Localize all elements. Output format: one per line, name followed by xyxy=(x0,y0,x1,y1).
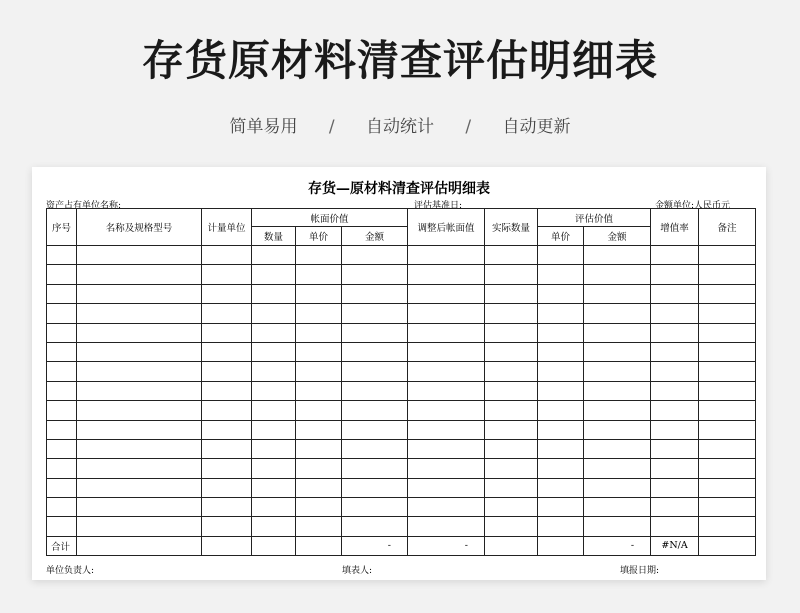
table-cell[interactable] xyxy=(584,420,651,439)
table-cell[interactable] xyxy=(77,304,202,323)
table-row xyxy=(47,420,756,439)
total-increase-rate[interactable]: #N/A xyxy=(651,536,699,555)
table-cell[interactable] xyxy=(342,304,408,323)
table-cell[interactable] xyxy=(651,362,699,381)
table-cell[interactable] xyxy=(252,401,296,420)
header-book-price: 单价 xyxy=(296,227,342,246)
feature-tagline xyxy=(0,112,800,137)
table-cell[interactable] xyxy=(699,459,756,478)
table-cell[interactable] xyxy=(699,342,756,361)
table-cell[interactable] xyxy=(47,342,77,361)
table-cell[interactable] xyxy=(485,246,538,265)
table-cell[interactable] xyxy=(651,246,699,265)
table-cell[interactable] xyxy=(342,381,408,400)
table-cell[interactable] xyxy=(538,246,584,265)
table-cell[interactable] xyxy=(651,265,699,284)
table-cell[interactable] xyxy=(296,362,342,381)
table-cell[interactable] xyxy=(651,498,699,517)
table-cell[interactable] xyxy=(77,362,202,381)
table-cell[interactable] xyxy=(47,439,77,458)
table-cell[interactable] xyxy=(651,381,699,400)
table-cell[interactable] xyxy=(485,536,538,555)
table-cell[interactable] xyxy=(584,478,651,497)
table-cell[interactable] xyxy=(77,420,202,439)
table-cell[interactable] xyxy=(77,265,202,284)
table-cell[interactable] xyxy=(538,498,584,517)
table-cell[interactable] xyxy=(408,304,485,323)
header-unit: 计量单位 xyxy=(202,209,252,246)
table-row xyxy=(47,459,756,478)
table-cell[interactable] xyxy=(342,323,408,342)
table-cell[interactable] xyxy=(77,323,202,342)
table-cell[interactable] xyxy=(538,265,584,284)
tagline-item: 自动更新 xyxy=(502,117,571,137)
sheet-title: 存货—原材料清查评估明细表 xyxy=(308,181,490,197)
table-cell[interactable] xyxy=(47,381,77,400)
table-cell[interactable] xyxy=(296,478,342,497)
table-cell[interactable] xyxy=(584,284,651,303)
table-cell[interactable] xyxy=(408,439,485,458)
header-note: 备注 xyxy=(699,209,756,246)
table-cell[interactable] xyxy=(584,498,651,517)
table-cell[interactable] xyxy=(342,401,408,420)
table-cell[interactable] xyxy=(252,381,296,400)
table-cell[interactable] xyxy=(485,478,538,497)
table-row xyxy=(47,342,756,361)
table-cell[interactable] xyxy=(538,536,584,555)
table-cell[interactable] xyxy=(252,498,296,517)
owner-label: 资产占有单位名称: xyxy=(46,201,122,211)
header-eval-amount: 金额 xyxy=(584,227,651,246)
table-cell[interactable] xyxy=(485,420,538,439)
table-cell[interactable] xyxy=(699,284,756,303)
table-cell[interactable] xyxy=(651,284,699,303)
table-cell[interactable] xyxy=(651,459,699,478)
table-cell[interactable] xyxy=(202,420,252,439)
table-cell[interactable] xyxy=(538,439,584,458)
table-row xyxy=(47,362,756,381)
tagline-separator: / xyxy=(328,117,335,137)
table-cell[interactable] xyxy=(296,498,342,517)
table-cell[interactable] xyxy=(47,246,77,265)
table-cell[interactable] xyxy=(342,420,408,439)
table-cell[interactable] xyxy=(47,420,77,439)
table-cell[interactable] xyxy=(47,323,77,342)
table-cell[interactable] xyxy=(408,478,485,497)
table-cell[interactable] xyxy=(77,284,202,303)
table-cell[interactable] xyxy=(296,401,342,420)
table-cell[interactable] xyxy=(252,323,296,342)
table-row xyxy=(47,401,756,420)
table-cell[interactable] xyxy=(202,362,252,381)
table-cell[interactable] xyxy=(538,401,584,420)
table-cell[interactable] xyxy=(296,420,342,439)
tagline-item: 简单易用 xyxy=(229,117,298,137)
table-cell[interactable] xyxy=(408,323,485,342)
table-cell[interactable] xyxy=(77,439,202,458)
table-cell[interactable] xyxy=(202,323,252,342)
table-cell[interactable] xyxy=(77,381,202,400)
table-cell[interactable] xyxy=(77,459,202,478)
table-cell[interactable] xyxy=(342,439,408,458)
table-body xyxy=(47,246,756,537)
table-cell[interactable] xyxy=(408,284,485,303)
header-book-qty: 数量 xyxy=(252,227,296,246)
total-book-amount[interactable]: - xyxy=(342,536,408,555)
table-cell[interactable] xyxy=(252,304,296,323)
table-cell[interactable] xyxy=(202,498,252,517)
table-cell[interactable] xyxy=(651,517,699,536)
table-row xyxy=(47,246,756,265)
table-cell[interactable] xyxy=(485,342,538,361)
header-eval-price: 单价 xyxy=(538,227,584,246)
table-cell[interactable] xyxy=(584,304,651,323)
table-cell[interactable] xyxy=(699,498,756,517)
table-cell[interactable] xyxy=(408,420,485,439)
table-cell[interactable] xyxy=(651,342,699,361)
table-cell[interactable] xyxy=(252,265,296,284)
table-cell[interactable] xyxy=(296,517,342,536)
table-cell[interactable] xyxy=(77,498,202,517)
table-cell[interactable] xyxy=(485,323,538,342)
table-cell[interactable] xyxy=(202,478,252,497)
header-book-value: 帐面价值 xyxy=(252,209,408,227)
table-cell[interactable] xyxy=(342,478,408,497)
table-cell[interactable] xyxy=(202,381,252,400)
table-row xyxy=(47,478,756,497)
header-adjusted: 调整后帐面值 xyxy=(408,209,485,246)
table-cell[interactable] xyxy=(485,498,538,517)
table-cell[interactable] xyxy=(408,459,485,478)
table-cell[interactable] xyxy=(485,265,538,284)
total-eval-amount[interactable]: - xyxy=(584,536,651,555)
table-cell[interactable] xyxy=(252,478,296,497)
table-cell[interactable] xyxy=(699,536,756,555)
table-cell[interactable] xyxy=(408,246,485,265)
table-cell[interactable] xyxy=(202,284,252,303)
table-cell[interactable] xyxy=(202,401,252,420)
table-cell[interactable] xyxy=(408,401,485,420)
table-cell[interactable] xyxy=(408,265,485,284)
table-cell[interactable] xyxy=(538,342,584,361)
footer-head-label: 单位负责人: xyxy=(46,566,95,576)
tagline-separator: / xyxy=(465,117,472,137)
table-cell[interactable] xyxy=(252,517,296,536)
date-label: 评估基准日: xyxy=(414,201,463,211)
table-cell[interactable] xyxy=(408,342,485,361)
table-cell[interactable] xyxy=(699,381,756,400)
table-cell[interactable] xyxy=(485,381,538,400)
table-cell[interactable] xyxy=(296,536,342,555)
total-row xyxy=(47,536,756,555)
table-cell[interactable] xyxy=(77,246,202,265)
header-increase-rate: 增值率 xyxy=(651,209,699,246)
table-cell[interactable] xyxy=(47,498,77,517)
table-cell[interactable] xyxy=(584,362,651,381)
table-cell[interactable] xyxy=(342,246,408,265)
table-cell[interactable] xyxy=(485,362,538,381)
footer-date-label: 填报日期: xyxy=(620,566,660,576)
table-cell[interactable] xyxy=(47,517,77,536)
table-cell[interactable] xyxy=(77,517,202,536)
header-actual-qty: 实际数量 xyxy=(485,209,538,246)
header-eval-value: 评估价值 xyxy=(538,209,651,227)
table-cell[interactable] xyxy=(699,401,756,420)
page-title: 存货原材料清查评估明细表 xyxy=(141,36,658,85)
table-cell[interactable] xyxy=(342,362,408,381)
table-cell[interactable] xyxy=(538,284,584,303)
unit-label: 金额单位:人民币元 xyxy=(655,201,731,211)
table-cell[interactable] xyxy=(538,478,584,497)
header-seq: 序号 xyxy=(47,209,77,246)
table-cell[interactable] xyxy=(584,401,651,420)
table-cell[interactable] xyxy=(252,536,296,555)
table-cell[interactable] xyxy=(342,459,408,478)
footer-filler-label: 填表人: xyxy=(342,566,373,576)
table-cell[interactable] xyxy=(651,478,699,497)
table-cell[interactable] xyxy=(699,304,756,323)
table-cell[interactable] xyxy=(699,420,756,439)
table-cell[interactable] xyxy=(202,304,252,323)
table-cell[interactable] xyxy=(538,381,584,400)
table-cell[interactable] xyxy=(538,459,584,478)
table-cell[interactable] xyxy=(47,478,77,497)
table-cell[interactable] xyxy=(47,362,77,381)
table-cell[interactable] xyxy=(584,265,651,284)
table-cell[interactable] xyxy=(699,478,756,497)
table-cell[interactable] xyxy=(47,401,77,420)
table-cell[interactable] xyxy=(47,265,77,284)
inventory-table xyxy=(46,208,756,556)
table-cell[interactable] xyxy=(252,439,296,458)
table-cell[interactable] xyxy=(485,304,538,323)
table-cell[interactable] xyxy=(584,439,651,458)
table-cell[interactable] xyxy=(252,284,296,303)
table-row xyxy=(47,265,756,284)
table-cell[interactable] xyxy=(538,517,584,536)
table-cell[interactable] xyxy=(342,517,408,536)
table-cell[interactable] xyxy=(538,304,584,323)
table-row xyxy=(47,498,756,517)
table-cell[interactable] xyxy=(584,246,651,265)
table-cell[interactable] xyxy=(252,420,296,439)
table-cell[interactable] xyxy=(252,459,296,478)
table-cell[interactable] xyxy=(47,284,77,303)
table-cell[interactable] xyxy=(485,459,538,478)
table-cell[interactable] xyxy=(202,536,252,555)
table-cell[interactable] xyxy=(252,342,296,361)
table-cell[interactable] xyxy=(485,284,538,303)
table-cell[interactable] xyxy=(651,304,699,323)
table-cell[interactable] xyxy=(296,439,342,458)
table-row xyxy=(47,304,756,323)
table-cell[interactable] xyxy=(408,362,485,381)
table-cell[interactable] xyxy=(651,323,699,342)
table-cell[interactable] xyxy=(202,517,252,536)
tagline-item: 自动统计 xyxy=(366,117,434,137)
table-cell[interactable] xyxy=(408,517,485,536)
table-cell[interactable] xyxy=(202,459,252,478)
table-cell[interactable] xyxy=(408,498,485,517)
table-cell[interactable] xyxy=(538,323,584,342)
table-cell[interactable] xyxy=(485,401,538,420)
table-cell[interactable] xyxy=(77,536,202,555)
table-row xyxy=(47,284,756,303)
table-cell[interactable] xyxy=(584,381,651,400)
table-cell[interactable] xyxy=(699,265,756,284)
table-cell[interactable] xyxy=(202,439,252,458)
table-cell[interactable] xyxy=(296,323,342,342)
table-cell[interactable] xyxy=(296,246,342,265)
table-cell[interactable] xyxy=(77,342,202,361)
table-cell[interactable] xyxy=(77,478,202,497)
table-cell[interactable] xyxy=(651,439,699,458)
table-row xyxy=(47,323,756,342)
header-name: 名称及规格型号 xyxy=(77,209,202,246)
table-cell[interactable] xyxy=(651,401,699,420)
table-cell[interactable] xyxy=(584,459,651,478)
table-cell[interactable] xyxy=(252,246,296,265)
table-cell[interactable] xyxy=(296,304,342,323)
table-cell[interactable] xyxy=(47,459,77,478)
table-cell[interactable] xyxy=(485,517,538,536)
table-cell[interactable] xyxy=(252,362,296,381)
table-cell[interactable] xyxy=(538,420,584,439)
table-cell[interactable] xyxy=(699,362,756,381)
table-cell[interactable] xyxy=(296,459,342,478)
total-label: 合计 xyxy=(47,536,77,555)
table-cell[interactable] xyxy=(538,362,584,381)
table-cell[interactable] xyxy=(296,265,342,284)
table-cell[interactable] xyxy=(296,284,342,303)
table-cell[interactable] xyxy=(77,401,202,420)
table-cell[interactable] xyxy=(651,420,699,439)
table-row xyxy=(47,381,756,400)
table-cell[interactable] xyxy=(485,439,538,458)
header-row xyxy=(47,209,756,227)
table-cell[interactable] xyxy=(342,284,408,303)
table-cell[interactable] xyxy=(408,381,485,400)
table-cell[interactable] xyxy=(202,342,252,361)
table-cell[interactable] xyxy=(342,265,408,284)
table-cell[interactable] xyxy=(342,498,408,517)
table-cell[interactable] xyxy=(47,304,77,323)
spreadsheet-preview xyxy=(32,167,766,580)
table-cell[interactable] xyxy=(584,323,651,342)
table-row xyxy=(47,517,756,536)
table-cell[interactable] xyxy=(699,517,756,536)
table-cell[interactable] xyxy=(202,246,252,265)
table-cell[interactable] xyxy=(584,342,651,361)
table-cell[interactable] xyxy=(584,517,651,536)
total-adjusted[interactable]: - xyxy=(408,536,485,555)
table-cell[interactable] xyxy=(296,342,342,361)
table-cell[interactable] xyxy=(699,246,756,265)
table-cell[interactable] xyxy=(699,439,756,458)
table-cell[interactable] xyxy=(342,342,408,361)
table-cell[interactable] xyxy=(699,323,756,342)
table-cell[interactable] xyxy=(296,381,342,400)
table-row xyxy=(47,439,756,458)
table-cell[interactable] xyxy=(202,265,252,284)
header-book-amount: 金额 xyxy=(342,227,408,246)
